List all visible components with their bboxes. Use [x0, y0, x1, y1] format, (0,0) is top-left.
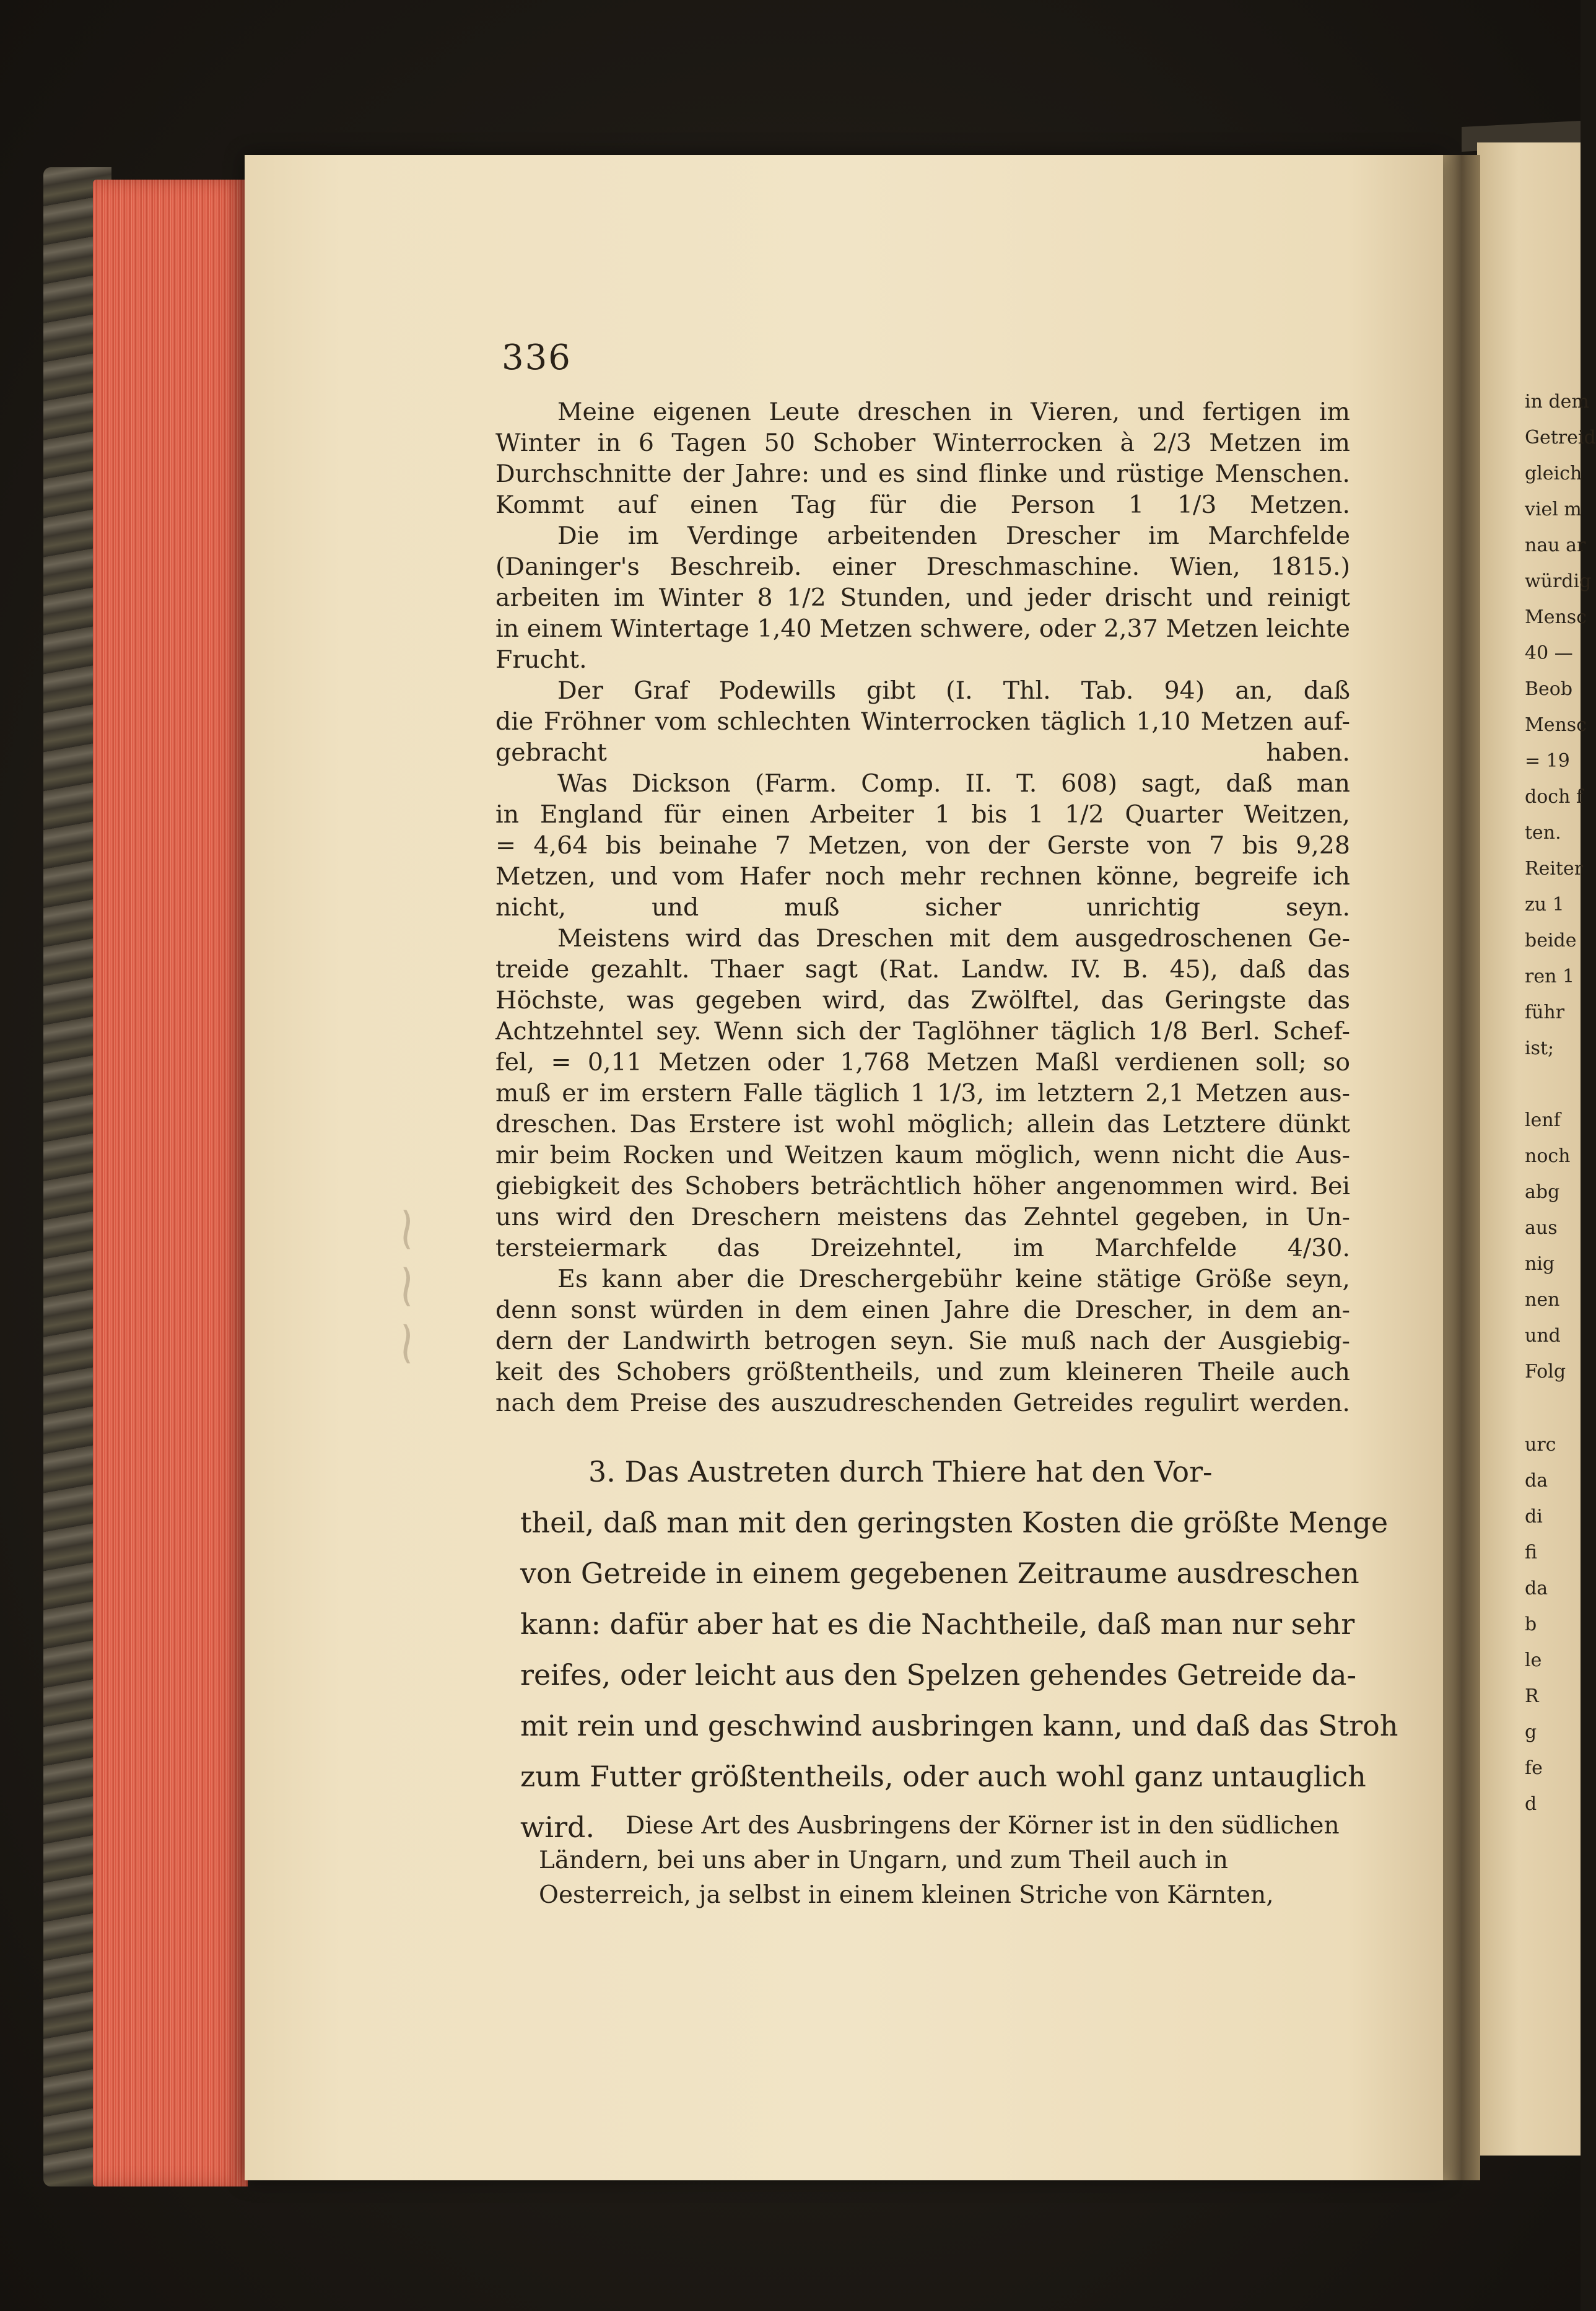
fragment-line: noch [1525, 1145, 1571, 1167]
text-line: kann: dafür aber hat es die Nachtheile, daß man nur sehr [520, 1607, 1355, 1641]
fragment-gap [1525, 1390, 1581, 1427]
fragment-line: urc [1525, 1434, 1556, 1456]
paragraph [495, 768, 1350, 923]
text-line: von Getreide in einem gegebenen Zeitraume ausdreschen [520, 1557, 1359, 1590]
fragment-line: aus [1525, 1217, 1558, 1239]
fragment-line: lenf [1525, 1109, 1561, 1131]
text-line: Durchschnitte der Jahre: und es sind flinke und rüstige Menschen. [495, 460, 1350, 488]
fragment-line: führ [1525, 1002, 1565, 1023]
closing-paragraph [539, 1809, 1356, 1913]
text-line: theil, daß man mit den geringsten Kosten die größte Menge [520, 1506, 1389, 1539]
fragment-line: viel m [1525, 499, 1582, 520]
fragment-line: ist; [1525, 1038, 1555, 1059]
fragment-line: 40 — [1525, 642, 1573, 664]
text-line: 3. Das Austreten durch Thiere hat den Vor- [588, 1455, 1213, 1488]
text-line: zum Futter größtentheils, oder auch wohl ganz untauglich [520, 1760, 1366, 1793]
fragment-line: doch f [1525, 786, 1584, 808]
fragment-line: würdig [1525, 570, 1592, 592]
fragment-line: da [1525, 1578, 1548, 1599]
fragment-line: Mensc [1525, 606, 1587, 628]
text-line: nach dem Preise des auszudreschenden Getreides regulirt werden. [495, 1389, 1350, 1417]
text-line: keit des Schobers größtentheils, und zum kleineren Theile auch [495, 1358, 1350, 1386]
text-line: treide gezahlt. Thaer sagt (Rat. Landw. IV. B. 45), daß das [495, 955, 1350, 984]
fragment-line: da [1525, 1470, 1548, 1492]
text-line: (Daninger's Beschreib. einer Dreschmaschine. Wien, 1815.) [495, 553, 1350, 581]
fragment-line: zu 1 [1525, 894, 1564, 915]
facing-page-text-fragments [1525, 384, 1596, 1822]
fragment-line: gleich [1525, 463, 1582, 484]
fragment-line: nig [1525, 1253, 1555, 1275]
text-line: Meine eigenen Leute dreschen in Vieren, und fertigen im [557, 398, 1350, 426]
text-line: Meistens wird das Dreschen mit dem ausgedroschenen Ge- [557, 924, 1350, 953]
text-line: uns wird den Dreschern meistens das Zehntel gegeben, in Un- [495, 1203, 1350, 1231]
text-line: nicht, und muß sicher unrichtig seyn. [495, 893, 1350, 922]
fragment-line: beide [1525, 930, 1577, 951]
fragment-line: le [1525, 1649, 1542, 1671]
fragment-line: b [1525, 1614, 1537, 1635]
text-line: Die im Verdinge arbeitenden Drescher im Marchfelde [557, 522, 1350, 550]
fragment-line: di [1525, 1506, 1543, 1527]
paragraph [495, 520, 1350, 675]
text-line: in einem Wintertage 1,40 Metzen schwere, oder 2,37 Metzen leichte [495, 614, 1350, 643]
text-line: in England für einen Arbeiter 1 bis 1 1/2 Quarter Weitzen, [495, 800, 1350, 829]
fragment-line: nen [1525, 1289, 1560, 1311]
page-number: 336 [502, 338, 572, 378]
text-line: giebigkeit des Schobers beträchtlich höher angenommen wird. Bei [495, 1172, 1350, 1200]
fragment-line: = 19 [1525, 750, 1570, 772]
text-line: dreschen. Das Erstere ist wohl möglich; allein das Letztere dünkt [495, 1110, 1350, 1138]
text-line: dern der Landwirth betrogen seyn. Sie muß nach der Ausgiebig- [495, 1327, 1350, 1355]
fragment-line: g [1525, 1721, 1537, 1743]
fragment-line: fe [1525, 1757, 1543, 1779]
fragment-line: ten. [1525, 822, 1561, 844]
fragment-line: Beob [1525, 678, 1573, 700]
fragment-line: Reiter [1525, 858, 1584, 880]
text-line: Metzen, und vom Hafer noch mehr rechnen könne, begreife ich [495, 862, 1350, 891]
text-line: mir beim Rocken und Weitzen kaum möglich, wenn nicht die Aus- [495, 1141, 1350, 1169]
text-line: = 4,64 bis beinahe 7 Metzen, von der Gerste von 7 bis 9,28 [495, 831, 1350, 860]
text-line: gebracht haben. [495, 738, 1350, 767]
text-line: arbeiten im Winter 8 1/2 Stunden, und jeder drischt und reinigt [495, 583, 1350, 612]
text-line: wird. [520, 1811, 595, 1844]
text-line: fel, = 0,11 Metzen oder 1,768 Metzen Maßl verdienen soll; so [495, 1048, 1350, 1077]
text-line: Kommt auf einen Tag für die Person 1 1/3 Metzen. [495, 491, 1350, 519]
paragraph [495, 923, 1350, 1264]
book-gutter [1443, 155, 1480, 2180]
text-line: Winter in 6 Tagen 50 Schober Winterrocken à 2/3 Metzen im [495, 429, 1350, 457]
red-page-edges [93, 180, 248, 2186]
fragment-line: in dem [1525, 391, 1589, 413]
small-print-paragraphs [495, 396, 1350, 1418]
faded-margin-inscription: ⁓ ⁓ ⁓ [383, 1208, 434, 1366]
text-line: Oesterreich, ja selbst in einem kleinen Striche von Kärnten, [539, 1881, 1274, 1909]
fragment-line: Mensc [1525, 714, 1587, 736]
text-line: reifes, oder leicht aus den Spelzen gehendes Getreide da- [520, 1658, 1357, 1692]
text-line: Der Graf Podewills gibt (I. Thl. Tab. 94) an, daß [557, 676, 1350, 705]
paragraph [495, 675, 1350, 768]
text-line: mit rein und geschwind ausbringen kann, und daß das Stroh [520, 1709, 1398, 1742]
fragment-line: d [1525, 1793, 1537, 1815]
text-line: Frucht. [495, 645, 587, 674]
text-line: Es kann aber die Dreschergebühr keine stätige Größe seyn, [557, 1265, 1350, 1293]
text-line: Diese Art des Ausbringens der Körner ist in den südlichen [626, 1812, 1340, 1840]
fragment-line [1525, 1067, 1581, 1103]
fragment-line: fi [1525, 1542, 1538, 1563]
fragment-line: nau ar [1525, 535, 1586, 556]
text-line: die Fröhner vom schlechten Winterrocken täglich 1,10 Metzen auf- [495, 707, 1350, 736]
text-line: Was Dickson (Farm. Comp. II. T. 608) sagt, daß man [557, 769, 1350, 798]
paragraph [495, 1264, 1350, 1418]
fragment-line: ren 1 [1525, 966, 1575, 987]
text-line: Ländern, bei uns aber in Ungarn, und zum Theil auch in [539, 1846, 1229, 1874]
text-line: Achtzehntel sey. Wenn sich der Taglöhner täglich 1/8 Berl. Schef- [495, 1017, 1350, 1046]
text-line: Höchste, was gegeben wird, das Zwölftel, das Geringste das [495, 986, 1350, 1015]
section-3-paragraph [520, 1446, 1398, 1853]
text-line: tersteiermark das Dreizehntel, im Marchfelde 4/30. [495, 1234, 1350, 1262]
fragment-line: abg [1525, 1181, 1560, 1203]
fragment-line: und [1525, 1325, 1561, 1347]
fragment-line: Getreid [1525, 427, 1596, 448]
fragment-line: Folg [1525, 1361, 1566, 1383]
text-line: denn sonst würden in dem einen Jahre die Drescher, in dem an- [495, 1296, 1350, 1324]
text-line: muß er im erstern Falle täglich 1 1/3, im letztern 2,1 Metzen aus- [495, 1079, 1350, 1107]
paragraph [495, 396, 1350, 520]
fragment-line: R [1525, 1685, 1539, 1707]
